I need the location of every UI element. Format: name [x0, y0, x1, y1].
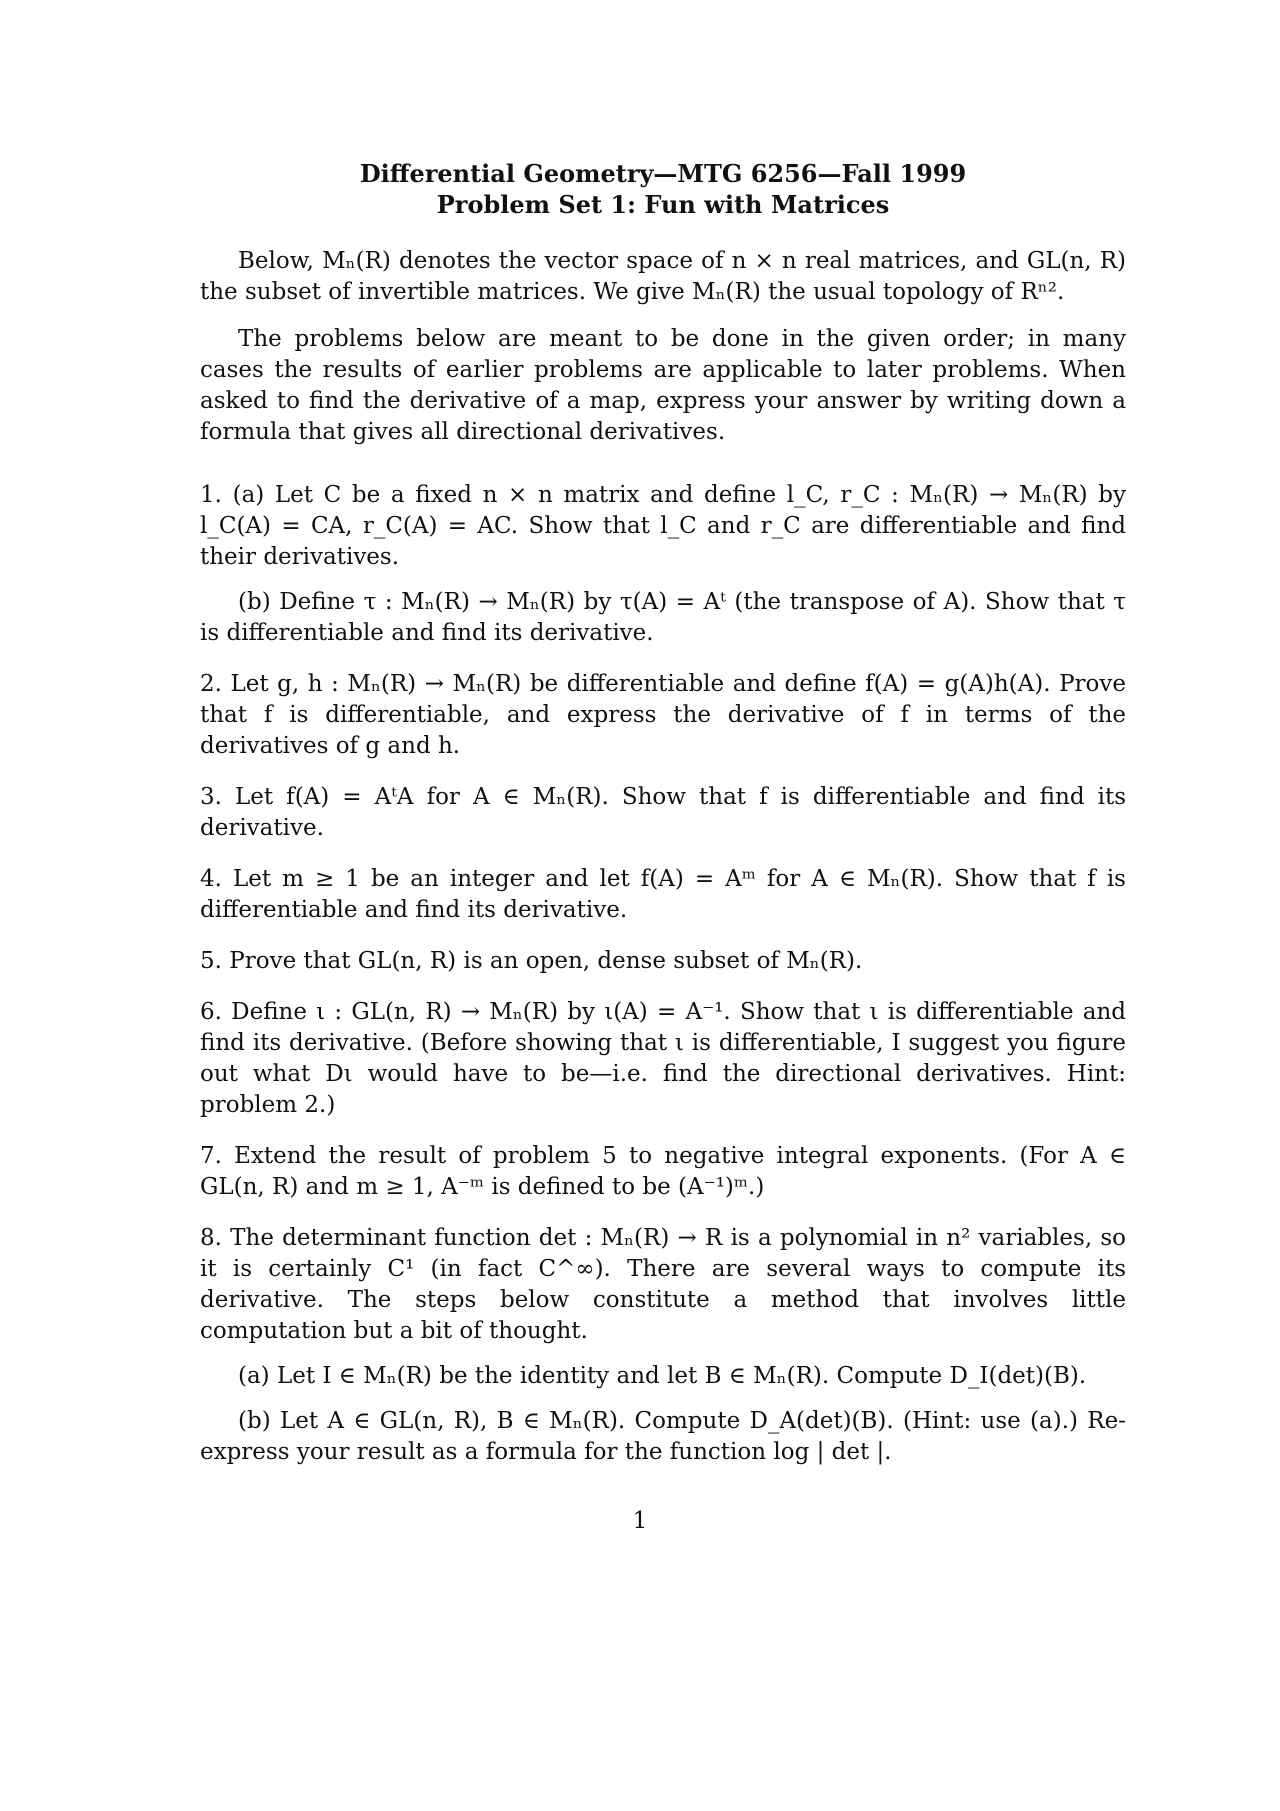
problem-7: 7. Extend the result of problem 5 to negative integral exponents. (For A ∈ GL(n, R) and m ≥ 1, A⁻ᵐ is defined to be (A⁻¹)ᵐ.) [200, 1143, 1126, 1200]
problem-2: 2. Let g, h : Mₙ(R) → Mₙ(R) be differentiable and define f(A) = g(A)h(A). Prove that f is differentiable, and express the derivative of f in terms of the derivatives of g and h. [200, 671, 1126, 759]
document-title [200, 158, 1126, 220]
intro-paragraph-instructions: The problems below are meant to be done in the given order; in many cases the results of earlier problems are applicable to later problems. When asked to find the derivative of a map, express your answer by writing down a formula that gives all directional derivatives. [200, 326, 1126, 445]
intro-paragraph-notation: Below, Mₙ(R) denotes the vector space of n × n real matrices, and GL(n, R) the subset of invertible matrices. We give Mₙ(R) the usual topology of Rⁿ². [200, 248, 1126, 305]
problem-8b: (b) Let A ∈ GL(n, R), B ∈ Mₙ(R). Compute D_A(det)(B). (Hint: use (a).) Re-express your result as a formula for the function log | det |. [200, 1408, 1126, 1465]
problem-1b: (b) Define τ : Mₙ(R) → Mₙ(R) by τ(A) = Aᵗ (the transpose of A). Show that τ is differentiable and find its derivative. [200, 589, 1126, 646]
problem-1: 1. (a) Let C be a fixed n × n matrix and define l_C, r_C : Mₙ(R) → Mₙ(R) by l_C(A) = CA, r_C(A) = AC. Show that l_C and r_C are differentiable and find their derivatives. [200, 482, 1126, 570]
problem-5: 5. Prove that GL(n, R) is an open, dense subset of Mₙ(R). [200, 948, 863, 974]
problem-4: 4. Let m ≥ 1 be an integer and let f(A) = Aᵐ for A ∈ Mₙ(R). Show that f is differentiable and find its derivative. [200, 866, 1126, 923]
title-line-problem-set: Problem Set 1: Fun with Matrices [436, 190, 890, 219]
problem-8: 8. The determinant function det : Mₙ(R) → R is a polynomial in n² variables, so it is certainly C¹ (in fact C^∞). There are several ways to compute its derivative. The steps below constitute a method that involves little computation but a bit of thought. [200, 1225, 1126, 1344]
problem-6: 6. Define ι : GL(n, R) → Mₙ(R) by ι(A) = A⁻¹. Show that ι is differentiable and find its derivative. (Before showing that ι is differentiable, I suggest you figure out what Dι would have to be—i.e. find the directional derivatives. Hint: problem 2.) [200, 999, 1126, 1118]
title-line-course: Differential Geometry—MTG 6256—Fall 1999 [359, 159, 967, 188]
problem-3: 3. Let f(A) = AᵗA for A ∈ Mₙ(R). Show that f is differentiable and find its derivative. [200, 784, 1126, 841]
problem-set-page [200, 158, 1126, 1468]
problem-8a: (a) Let I ∈ Mₙ(R) be the identity and let B ∈ Mₙ(R). Compute D_I(det)(B). [238, 1363, 1087, 1389]
page-number: 1 [632, 1508, 648, 1534]
